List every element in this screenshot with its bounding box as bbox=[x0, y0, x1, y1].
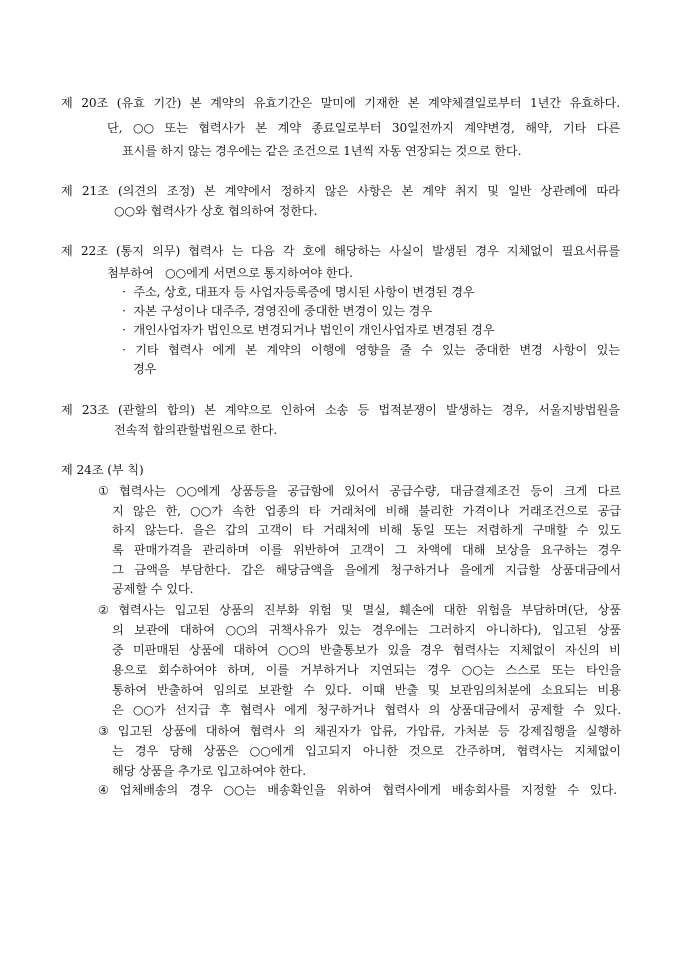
article-20-heading: 제 20조 (유효 기간) 본 계약의 유효기간은 말미에 기재한 본 계약체결일로부터 1년간 유효하다. bbox=[61, 96, 620, 110]
article-22-line: 첨부하여 ○○에게 서면으로 통지하여야 한다. bbox=[107, 266, 353, 280]
article-21-heading: 제 21조 (의견의 조정) 본 계약에서 정하지 않은 사항은 본 계약 취지 및 일반 상관례에 따라 bbox=[61, 184, 620, 198]
article-24-heading: 제 24조 (부 칙) bbox=[61, 463, 144, 477]
article-24-clause-2: ② 협력사는 입고된 상품의 진부화 위험 및 멸실, 훼손에 대한 위험을 부담하며(단, 상품 bbox=[98, 603, 621, 617]
article-24-clause-3-line: 해당 상품을 추가로 입고하여야 한다. bbox=[112, 764, 306, 778]
article-20-line: 표시를 하지 않는 경우에는 같은 조건으로 1년씩 자동 연장되는 것으로 한다. bbox=[122, 144, 522, 158]
article-20-line: 단, ○○ 또는 협력사가 본 계약 종료일로부터 30일전까지 계약변경, 해약, 기타 다른 bbox=[107, 121, 620, 135]
article-24-clause-1-line: 그 금액을 부담한다. 갑은 해당금액을 을에게 청구하거나 을에게 지급할 상품대금에서 bbox=[112, 563, 621, 577]
article-22-item: · 자본 구성이나 대주주, 경영진에 중대한 변경이 있는 경우 bbox=[122, 304, 432, 318]
article-22-item-cont: 경우 bbox=[133, 362, 157, 376]
article-23-line: 전속적 합의관할법원으로 한다. bbox=[114, 423, 278, 437]
article-24-clause-4: ④ 업체배송의 경우 ○○는 배송확인을 위하여 협력사에게 배송회사를 지정할 수 있다. bbox=[98, 783, 617, 797]
article-24-clause-3-line: 는 경우 당해 상품은 ○○에게 입고되지 아니한 것으로 간주하며, 협력사는 지체없이 bbox=[112, 744, 621, 758]
article-24-clause-2-line: 은 ○○가 선지급 후 협력사 에게 청구하거나 협력사 의 상품대금에서 공제할 수 있다. bbox=[112, 703, 621, 717]
article-24-clause-2-line: 의 보관에 대하여 ○○의 귀책사유가 있는 경우에는 그러하지 아니하다), 입고된 상품 bbox=[112, 623, 621, 637]
article-24-clause-1: ① 협력사는 ○○에게 상품등을 공급함에 있어서 공급수량, 대금결제조건 등이 크게 다르 bbox=[98, 484, 621, 498]
article-22-item: · 기타 협력사 에게 본 계약의 이행에 영향을 줄 수 있는 중대한 변경 사항이 있는 bbox=[122, 343, 620, 357]
article-24-clause-2-line: 통하여 반출하여 임의로 보관할 수 있다. 이때 반출 및 보관임의처분에 소요되는 비용 bbox=[112, 683, 621, 697]
article-24-clause-3: ③ 입고된 상품에 대하여 협력사 의 채권자가 압류, 가압류, 가처분 등 강제집행을 실행하 bbox=[98, 724, 621, 738]
article-22-item: · 주소, 상호, 대표자 등 사업자등록증에 명시된 사항이 변경된 경우 bbox=[122, 285, 475, 299]
article-24-clause-1-line: 하지 않는다. 을은 갑의 고객이 타 거래처에 비해 동일 또는 저렴하게 구매할 수 있도 bbox=[112, 523, 621, 537]
article-23-heading: 제 23조 (관할의 합의) 본 계약으로 인하여 소송 등 법적분쟁이 발생하는 경우, 서울지방법원을 bbox=[61, 403, 620, 417]
article-24-clause-2-line: 중 미판매된 상품에 대하여 ○○의 반출통보가 있을 경우 협력사는 지체없이 자신의 비 bbox=[112, 643, 621, 657]
article-22-item: · 개인사업자가 법인으로 변경되거나 법인이 개인사업자로 변경된 경우 bbox=[122, 323, 495, 337]
article-24-clause-1-line: 지 않은 한, ○○가 속한 업종의 타 거래처에 비해 불리한 가격이나 거래조건으로 공급 bbox=[112, 504, 621, 518]
article-24-clause-1-line: 공제할 수 있다. bbox=[112, 582, 194, 596]
article-24-clause-1-line: 록 판매가격을 관리하며 이를 위반하여 고객이 그 차액에 대해 보상을 요구하는 경우 bbox=[112, 543, 621, 557]
article-22-heading: 제 22조 (통지 의무) 협력사 는 다음 각 호에 해당하는 사실이 발생된 경우 지체없이 필요서류를 bbox=[61, 244, 620, 258]
article-21-line: ○○와 협력사가 상호 협의하여 정한다. bbox=[114, 204, 318, 218]
article-24-clause-2-line: 용으로 회수하여야 하며, 이를 거부하거나 지연되는 경우 ○○는 스스로 또는 타인을 bbox=[112, 663, 621, 677]
